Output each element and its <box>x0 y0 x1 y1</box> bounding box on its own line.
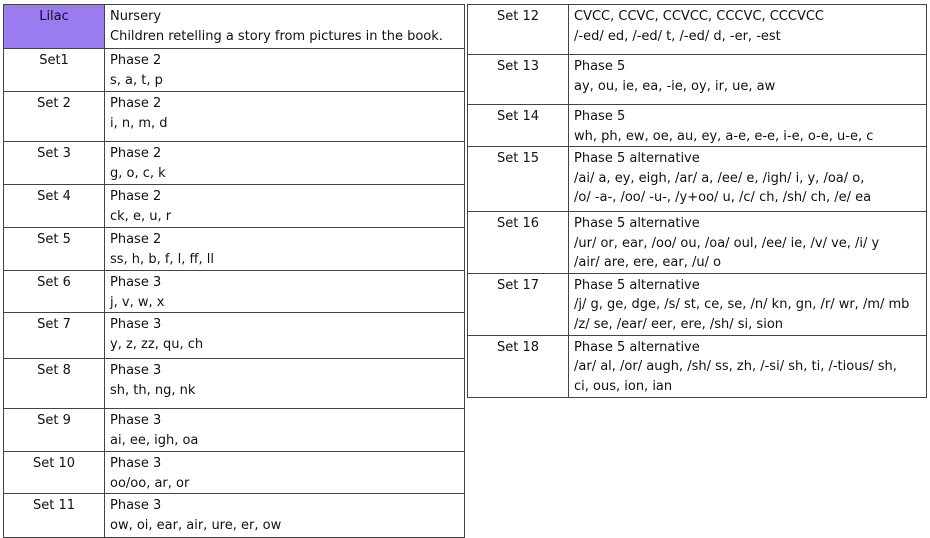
phase-label: Phase 3 <box>110 275 162 290</box>
set-content <box>569 335 927 397</box>
set-content <box>569 5 927 55</box>
table-row <box>4 359 465 409</box>
sounds-list: /ur/ or, ear, /oo/ ou, /oa/ oul, /ee/ ie, /v/ ve, /i/ y <box>574 235 880 251</box>
phase-label: Phase 5 alternative <box>574 339 700 355</box>
set-content <box>105 228 465 271</box>
table-row <box>4 92 465 142</box>
set-label: Set 17 <box>468 273 569 335</box>
sounds-list: /-ed/ ed, /-ed/ t, /-ed/ d, -er, -est <box>574 28 781 44</box>
set-label: Set 18 <box>468 335 569 397</box>
sounds-list: /air/ are, ere, ear, /u/ o <box>574 255 722 270</box>
phase-label: Phase 2 <box>110 189 162 204</box>
table-row <box>4 452 465 494</box>
set-label: Set 5 <box>4 228 105 271</box>
phase-label: Phase 5 <box>574 109 626 124</box>
set-label: Set 6 <box>4 271 105 313</box>
set-content <box>105 452 465 494</box>
set-label: Set 12 <box>468 5 569 55</box>
nursery-description: Children retelling a story from pictures in the book. <box>110 28 443 44</box>
table-row <box>4 409 465 452</box>
sounds-list: ci, ous, ion, ian <box>574 378 673 394</box>
phase-label: Phase 3 <box>110 317 162 332</box>
table-row <box>4 142 465 185</box>
sounds-list: wh, ph, ew, oe, au, ey, a-e, e-e, i-e, o-e, u-e, c <box>574 128 874 144</box>
set-content <box>105 92 465 142</box>
sounds-list: j, v, w, x <box>110 294 165 310</box>
set-content <box>569 55 927 105</box>
set-content <box>105 49 465 92</box>
phonics-table-left <box>3 4 465 538</box>
table-row <box>468 335 927 397</box>
sounds-list: i, n, m, d <box>110 115 168 131</box>
set-label: Set 10 <box>4 452 105 494</box>
sounds-list: /ai/ a, ey, eigh, /ar/ a, /ee/ e, /igh/ i, y, /oa/ o, <box>574 170 865 186</box>
phase-label: Phase 5 alternative <box>574 216 700 231</box>
table-row <box>468 273 927 335</box>
table-row <box>4 228 465 271</box>
sounds-list: oo/oo, ar, or <box>110 475 190 491</box>
table-row <box>468 212 927 274</box>
table-row <box>468 147 927 212</box>
phase-label: Phase 5 alternative <box>574 151 700 166</box>
set-label: Set 15 <box>468 147 569 212</box>
set-label: Set 11 <box>4 494 105 538</box>
set-content <box>105 313 465 359</box>
phase-label: Phase 2 <box>110 96 162 111</box>
nursery-label: Nursery <box>110 9 162 24</box>
set-content <box>105 494 465 538</box>
phonics-table-right <box>467 4 927 398</box>
phase-label: Phase 3 <box>110 456 162 471</box>
phase-label: Phase 3 <box>110 363 162 378</box>
table-row <box>4 271 465 313</box>
sounds-list: /j/ g, ge, dge, /s/ st, ce, se, /n/ kn, gn, /r/ wr, /m/ mb <box>574 297 910 312</box>
set-label: Set 8 <box>4 359 105 409</box>
set-content <box>105 185 465 228</box>
table-row <box>468 105 927 147</box>
phase-label: Phase 5 alternative <box>574 277 700 293</box>
phase-label: Phase 5 <box>574 59 626 74</box>
set-content <box>569 273 927 335</box>
table-row <box>4 185 465 228</box>
sounds-list: /z/ se, /ear/ eer, ere, /sh/ si, sion <box>574 316 784 332</box>
sounds-list: ai, ee, igh, oa <box>110 432 199 448</box>
sounds-list: sh, th, ng, nk <box>110 382 196 398</box>
set-label: Set 9 <box>4 409 105 452</box>
table-row <box>4 313 465 359</box>
sounds-list: ow, oi, ear, air, ure, er, ow <box>110 517 282 533</box>
sounds-list: ay, ou, ie, ea, -ie, oy, ir, ue, aw <box>574 78 776 94</box>
sounds-list: g, o, c, k <box>110 165 166 181</box>
sounds-list: y, z, zz, qu, ch <box>110 336 204 352</box>
set-content <box>105 409 465 452</box>
sounds-list: ss, h, b, f, l, ff, ll <box>110 251 214 267</box>
phase-label: Phase 2 <box>110 146 162 161</box>
set-content <box>569 212 927 274</box>
set-label: Set 13 <box>468 55 569 105</box>
phase-label: CVCC, CCVC, CCVCC, CCCVC, CCCVCC <box>574 9 824 24</box>
table-row <box>4 49 465 92</box>
phase-label: Phase 3 <box>110 498 162 513</box>
set-label: Set 2 <box>4 92 105 142</box>
set-content <box>105 271 465 313</box>
sounds-list: /o/ -a-, /oo/ -u-, /y+oo/ u, /c/ ch, /sh/ ch, /e/ ea <box>574 190 872 205</box>
header-description <box>105 5 465 49</box>
set-content <box>105 142 465 185</box>
set-label: Set 3 <box>4 142 105 185</box>
set-label: Set 16 <box>468 212 569 274</box>
phase-label: Phase 3 <box>110 413 162 428</box>
set-content <box>105 359 465 409</box>
set-content <box>569 105 927 147</box>
set-label: Set1 <box>4 49 105 92</box>
set-label: Set 4 <box>4 185 105 228</box>
phase-label: Phase 2 <box>110 53 162 68</box>
set-label: Set 7 <box>4 313 105 359</box>
sounds-list: s, a, t, p <box>110 72 163 88</box>
table-row <box>468 5 927 55</box>
set-content <box>569 147 927 212</box>
set-label: Set 14 <box>468 105 569 147</box>
table-row <box>468 55 927 105</box>
sounds-list: /ar/ al, /or/ augh, /sh/ ss, zh, /-si/ sh, ti, /-tious/ sh, <box>574 359 897 374</box>
table-row <box>4 494 465 538</box>
sounds-list: ck, e, u, r <box>110 208 172 224</box>
group-name-lilac: Lilac <box>4 5 105 49</box>
table-header-row <box>4 5 465 49</box>
phase-label: Phase 2 <box>110 232 162 247</box>
